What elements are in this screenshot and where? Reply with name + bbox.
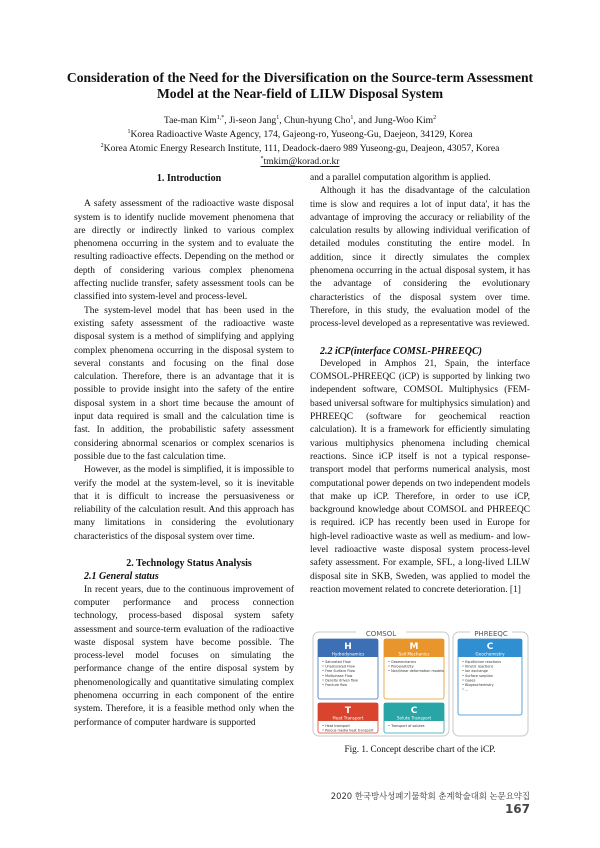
section-heading-introduction: 1. Introduction [156, 173, 222, 184]
section-2-1-paragraph-1: In recent years, due to the continuous improvement of computer performance and process connection technology, process-based disposal system safety assessment and source-term evaluation of the radioactive waste disposal system have become possible. The process-level model focuses on simulating the performance change of the entire disposal system by phenomenologically and quantitative simulating complex phenomena occurring in each component of the entire system. Therefore, it is a feasible method only when the performance of computer hardware is supported [74, 584, 294, 728]
module-item: • Non/linear deformation models [388, 669, 444, 674]
module-name: Solute Transport [396, 715, 432, 721]
module-name: Soil Mechanics [398, 651, 430, 657]
module-item: • Multiphase Flow [322, 673, 353, 678]
section-heading-technology: 2. Technology Status Analysis [126, 558, 252, 570]
module-item: • Gases [462, 678, 476, 683]
module-box-hydrodynamics [318, 639, 378, 699]
icp-concept-figure [312, 629, 529, 737]
author-block [40, 113, 560, 168]
module-item: • Fracture flow [322, 683, 348, 687]
module-letter: H [344, 642, 352, 652]
figure-caption: Fig. 1. Concept describe chart of the iCP. [344, 744, 496, 754]
author-list: Tae-man Kim$^{1,*}$, Ji-seon Jang$^1$, Chun-hyung Cho$^1$, and Jung-Woo Kim$^2$ [163, 115, 437, 127]
page-footer [330, 790, 530, 816]
module-item: • Saturated Flow [322, 660, 351, 664]
title-line-2: Model at the Near-field of LILW Disposal System [156, 86, 444, 101]
module-item: • Transport of solutes [388, 724, 425, 728]
intro-paragraph-1: A safety assessment of the radioactive waste disposal system is to identify nuclide movement phenomena that are directly or indirectly linked to various complex phenomena occurring in the system and to evaluate the resulting radioactive effects. Depending on the method or depth of considering various complex phenomena affecting nuclide transfer, safety assessment tools can be classified into system-level and process-level. [74, 199, 294, 303]
left-column [74, 172, 294, 730]
module-item: • Free Surface Flow [322, 669, 356, 674]
proceedings-title: 2020 한국방사성폐기물학회 춘계학술대회 논문요약집 [330, 791, 530, 801]
page-number: 167 [504, 802, 530, 816]
module-item: • Porous media heat transport [322, 728, 374, 733]
module-item: • Density driven flow [322, 678, 358, 683]
module-name: Hydrodynamics [331, 651, 365, 657]
intro-paragraph-2: The system-level model that has been used in the existing safety assessment of the radioactive waste disposal system is a method of simplifying and applying complex phenomena occurring in the disposal system to several constants and focusing on the final dose calculation. Therefore, there is an advantage that it is possible to provide insight into the safety of the entire disposal system in a short time because the amount of input data required is small and the calculation time is fast. In addition, the probabilistic safety assessment considering abnormal scenarios or complex scenarios is possible due to the fast calculation time. [74, 305, 294, 462]
right-column [310, 172, 530, 597]
affiliation-2: $^2$Korea Atomic Energy Research Institute, 111, Deadock-daero 989 Yuseong-gu, Deajeon, 43057, Korea [100, 142, 500, 154]
module-item: • Kinetic reactions [462, 664, 494, 669]
module-letter: M [409, 642, 419, 652]
paper-title [40, 70, 560, 102]
section-2-2-paragraph-1: Developed in Amphos 21, Spain, the interface COMSOL-PHREEQC (iCP) is supported by linking two independent software, COMSOL Multiphysics (FEM-based universal software for multiphysics simulation) and PHREEQC (software for geochemical reaction calculation). It is a framework for efficiently simulating various multiphysics phenomena including chemical reactions. Since iCP itself is not a typical response-transport model that performs numerical analysis, most computational power depends on two independent models that make up iCP. Therefore, in order to use iCP, background knowledge about COMSOL and PHREEQC is required. iCP has recently been used in Europe for high-level radioactive waste as well as medium- and low-level radioactive waste disposal system process-level safety assessment. For example, SFL, a long-lived LILW disposal site in SKB, Sweden, was applied to model the reaction movement related to concrete deterioration. [1] [310, 358, 530, 595]
phreeqc-label: PHREEQC [474, 630, 508, 638]
module-item: • Equilibrium reactions [462, 660, 501, 664]
section-2-1-paragraph-2: Although it has the disadvantage of the calculation time is slow and requires a lot of input data', it has the advantage of improving the accuracy or reliability of the calculation results by allowing individual verification of detailed modules constituting the entire model. In addition, since it directly simulates the complex phenomena occurring in the actual disposal system, it has the advantage of considering the evolutionary characteristics of the disposal system over time. Therefore, in this study, the evaluation model of the process-level developed as a representative was reviewed. [310, 186, 530, 330]
module-item: • Unsaturated Flow [322, 664, 355, 669]
module-letter: C [486, 642, 494, 652]
module-item: • Heat transport [322, 724, 350, 728]
module-letter: T [344, 706, 352, 716]
module-item: • ... [462, 687, 469, 692]
module-box-heat-transport [318, 703, 378, 733]
intro-paragraph-3: However, as the model is simplified, it is impossible to verify the model at the system-level, so it is inevitable that it is difficult to increase the persuasiveness or reliability of the calculation result. And this approach has many limitations in considering the evolutionary characteristics of the disposal system over time. [74, 465, 294, 542]
module-letter: C [410, 706, 418, 716]
corresponding-email[interactable]: *tmkim@korad.or.kr [260, 156, 340, 168]
module-box-soil-mechanics [384, 639, 444, 699]
title-line-1: Consideration of the Need for the Diversification on the Source-term Assessment [66, 70, 534, 85]
subsection-heading-2-1: 2.1 General status [84, 571, 159, 583]
module-name: Heat Transport [332, 715, 364, 721]
module-name: Geochemistry [475, 651, 505, 657]
module-item: • Poroelasticity [388, 664, 414, 669]
subsection-heading-2-2: 2.2 iCP(interface COMSL-PHREEQC) [320, 345, 482, 357]
affiliation-1: $^1$Korea Radioactive Waste Agency, 174, Gajeong-ro, Yuseong-Gu, Daejeon, 34129, Korea [127, 128, 473, 140]
module-item: • Biogeochemistry [462, 683, 494, 687]
module-box-solute-transport [384, 703, 444, 733]
module-box-geochemistry [458, 639, 522, 715]
module-item: • Surface sorption [462, 673, 493, 678]
module-item: • Ion exchange [462, 669, 488, 674]
module-item: • Geomechanics [388, 660, 417, 664]
comsol-label: COMSOL [365, 630, 397, 638]
section-2-1-paragraph-1-continued: and a parallel computation algorithm is applied. [310, 173, 491, 183]
